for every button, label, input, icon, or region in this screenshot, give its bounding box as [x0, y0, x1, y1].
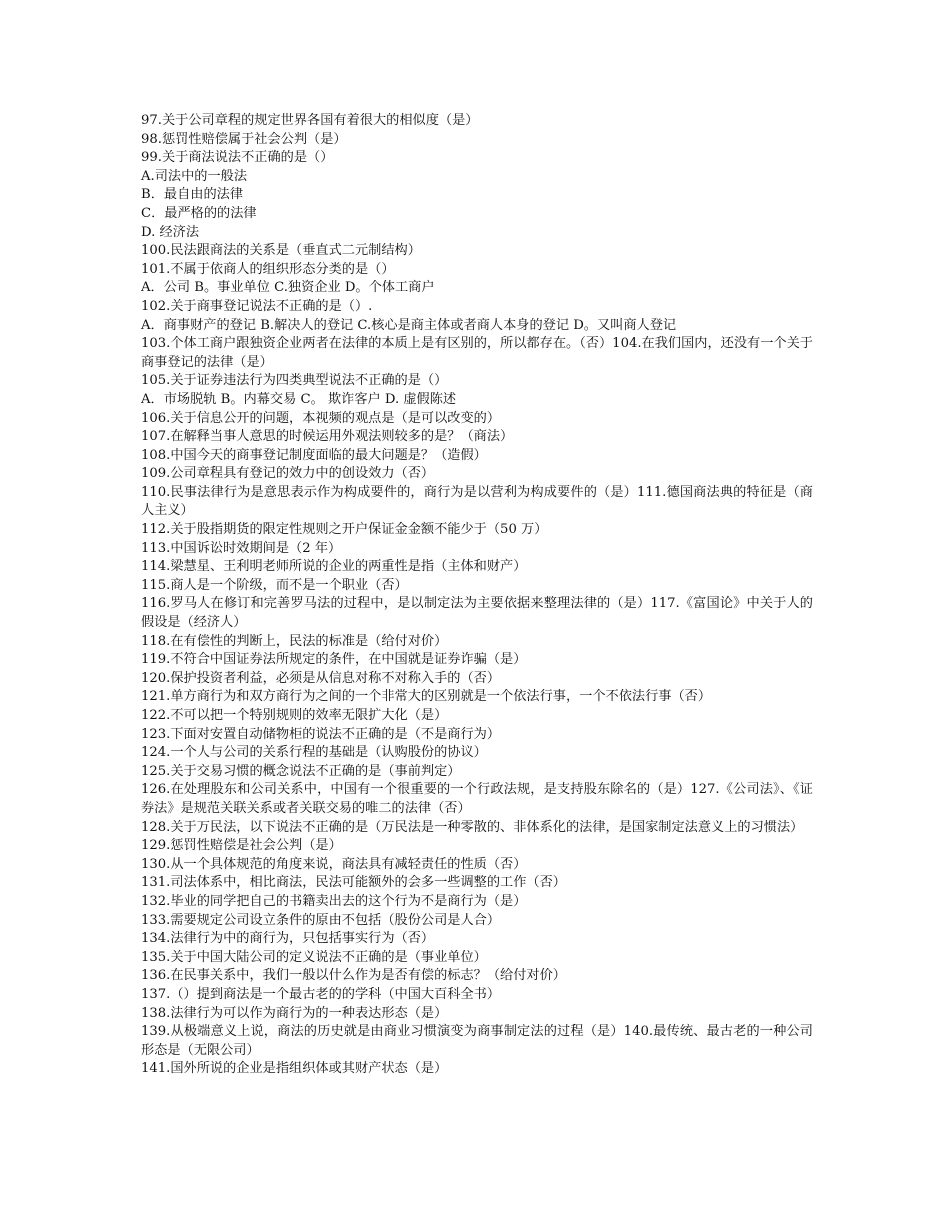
text-line: 103.个体工商户跟独资企业两者在法律的本质上是有区别的，所以都存在。（否）104.在我们国内，还没有一个关于商事登记的法律（是）: [141, 336, 813, 370]
text-line: A．商事财产的登记 B.解决人的登记 C.核心是商主体或者商人本身的登记 D。又叫商人登记: [141, 317, 677, 333]
text-line: 139.从极端意义上说，商法的历史就是由商业习惯演变为商事制定法的过程（是）140.最传统、最古老的一种公司形态是（无限公司）: [141, 1024, 813, 1058]
text-line: 125.关于交易习惯的概念说法不正确的是（事前判定）: [141, 763, 461, 779]
text-line: 141.国外所说的企业是指组织体或其财产状态（是）: [141, 1061, 448, 1077]
text-line: 112.关于股指期货的限定性规则之开户保证金金额不能少于（50 万）: [141, 522, 548, 538]
text-line: 132.毕业的同学把自己的书籍卖出去的这个行为不是商行为（是）: [141, 893, 527, 909]
text-line: 126.在处理股东和公司关系中，中国有一个很重要的一个行政法规，是支持股东除名的（是）127.《公司法》、《证券法》是规范关联关系或者关联交易的唯二的法律（否）: [141, 782, 813, 816]
text-line: 136.在民事关系中，我们一般以什么作为是否有偿的标志？（给付对价）: [141, 968, 566, 984]
text-line: C．最严格的的法律: [141, 205, 257, 221]
text-line: A．市场脱轨 B。内幕交易 C。 欺诈客户 D. 虚假陈述: [141, 391, 457, 407]
text-line: 130.从一个具体规范的角度来说，商法具有减轻责任的性质（否）: [141, 856, 527, 872]
text-line: 129.惩罚性赔偿是社会公判（是）: [141, 838, 342, 854]
text-line: 109.公司章程具有登记的效力中的创设效力（否）: [141, 466, 435, 482]
text-line: 137.（）提到商法是一个最古老的的学科（中国大百科全书）: [141, 986, 501, 1002]
text-line: 134.法律行为中的商行为，只包括事实行为（否）: [141, 931, 435, 947]
text-line: A.司法中的一般法: [141, 168, 248, 184]
text-line: 113.中国诉讼时效期间是（2 年）: [141, 540, 342, 556]
text-line: 119.不符合中国证券法所规定的条件，在中国就是证券诈骗（是）: [141, 652, 527, 668]
text-line: 133.需要规定公司设立条件的原由不包括（股份公司是人合）: [141, 912, 501, 928]
text-line: 98.惩罚性赔偿属于社会公判（是）: [141, 131, 347, 147]
text-line: 114.梁慧星、王利明老师所说的企业的两重性是指（主体和财产）: [141, 559, 527, 575]
text-line: D. 经济法: [141, 224, 200, 240]
text-line: 135.关于中国大陆公司的定义说法不正确的是（事业单位）: [141, 949, 487, 965]
document-page: [141, 112, 813, 1079]
text-line: 102.关于商事登记说法不正确的是（）.: [141, 298, 373, 314]
text-line: 101.不属于依商人的组织形态分类的是（）: [141, 261, 395, 277]
text-line: 105.关于证券违法行为四类典型说法不正确的是（）: [141, 373, 448, 389]
text-line: A．公司 B。事业单位 C.独资企业 D。个体工商户: [141, 280, 435, 296]
text-line: 124.一个人与公司的关系行程的基础是（认购股份的协议）: [141, 745, 487, 761]
text-line: 118.在有偿性的判断上，民法的标准是（给付对价）: [141, 633, 448, 649]
text-line: 131.司法体系中，相比商法，民法可能额外的会多一些调整的工作（否）: [141, 875, 566, 891]
text-line: 99.关于商法说法不正确的是（）: [141, 150, 334, 166]
text-line: 120.保护投资者利益，必须是从信息对称不对称入手的（否）: [141, 670, 501, 686]
text-line: 122.不可以把一个特别规则的效率无限扩大化（是）: [141, 708, 448, 723]
text-line: 128.关于万民法，以下说法不正确的是（万民法是一种零散的、非体系化的法律，是国家制定法意义上的习惯法）: [141, 819, 804, 835]
text-line: 138.法律行为可以作为商行为的一种表达形态（是）: [141, 1005, 448, 1021]
text-line: 123.下面对安置自动储物柜的说法不正确的是（不是商行为）: [141, 726, 501, 742]
text-line: 116.罗马人在修订和完善罗马法的过程中，是以制定法为主要依据来整理法律的（是）117.《富国论》中关于人的假设是（经济人）: [141, 596, 813, 631]
text-line: 115.商人是一个阶级，而不是一个职业（否）: [141, 577, 408, 593]
text-line: 107.在解释当事人意思的时候运用外观法则较多的是？（商法）: [141, 429, 514, 445]
text-line: B．最自由的法律: [141, 187, 244, 203]
text-line: 100.民法跟商法的关系是（垂直式二元制结构）: [141, 243, 421, 259]
text-line: 97.关于公司章程的规定世界各国有着很大的相似度（是）: [141, 113, 479, 128]
text-line: 110.民事法律行为是意思表示作为构成要件的，商行为是以营利为构成要件的（是）111.德国商法典的特征是（商人主义）: [141, 484, 813, 519]
text-line: 106.关于信息公开的问题，本视频的观点是（是可以改变的）: [141, 410, 501, 426]
text-line: 108.中国今天的商事登记制度面临的最大问题是？（造假）: [141, 447, 487, 463]
text-line: 121.单方商行为和双方商行为之间的一个非常大的区别就是一个依法行事，一个不依法行事（否）: [141, 689, 712, 705]
